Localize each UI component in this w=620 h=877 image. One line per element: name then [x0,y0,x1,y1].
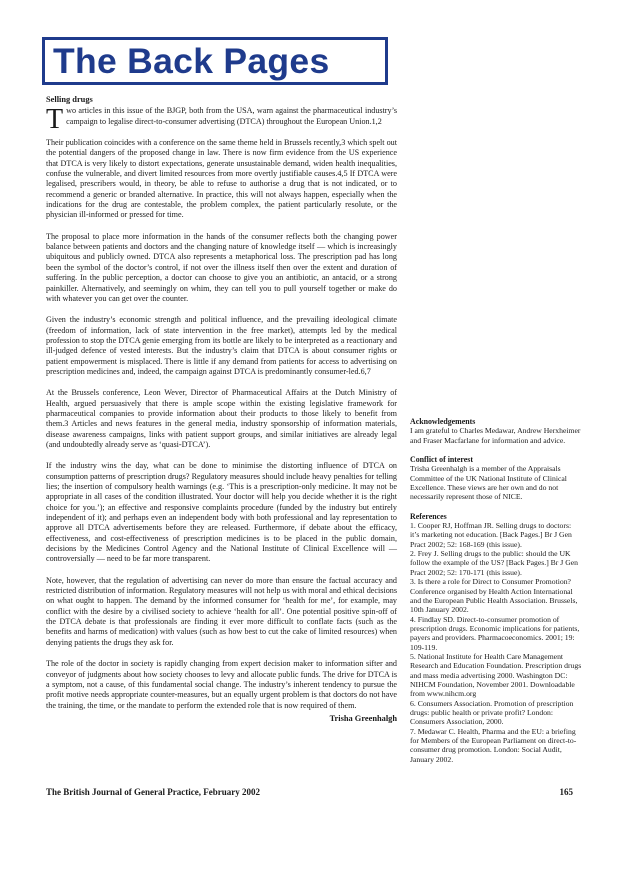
reference-item: 3. Is there a role for Direct to Consumer Promotion? Conference organised by Health Action International and the European Public Health Association. Brussels, 10th January 2002. [410,577,578,615]
masthead-box [42,37,388,85]
drop-cap: T [46,104,64,136]
acknowledgements-section [410,417,582,445]
article-paragraph-1 [46,104,397,136]
article-heading: Selling drugs [46,95,93,104]
reference-item: 6. Consumers Association. Promotion of prescription drugs: public health or private profit? London: Consumers Association, 2000. [410,698,574,727]
article-paragraph-8: The role of the doctor in society is rapidly changing from expert decision maker to information sifter and conveyor of judgments about how society chooses to levy and allocate public funds. The drive for DTCA is a symptom, not a cause, of this fundamental social change. The industry’s inherent tendency to pursue the profit motive needs appropriate counter-measures, but an equally urgent problem is that doctors do not have the training, the time, or the mandate to perform the extended role that is now required of them. [46,659,397,710]
conflict-of-interest-section [410,455,582,502]
conflict-of-interest-text: Trisha Greenhalgh is a member of the Appraisals Committee of the UK National Institute of Clinical Excellence. These views are her own and do not necessarily represent those of NICE. [410,464,567,502]
reference-item: 2. Frey J. Selling drugs to the public: should the UK follow the example of the US? [Back Pages.] Br J Gen Pract 2002; 52: 170-171 (this issue). [410,549,579,577]
article-paragraph-6: If the industry wins the day, what can be done to minimise the distorting influence of DTCA on consumption patterns of prescription drugs? Regulatory measures should include heavy penalties for telling lies; the insertion of compulsory health warnings (e.g. ‘This is a prescription-only medicine. It may not be appropriate in all cases of the condition illustrated. Your doctor will help you decide whether it is the right choice for you.’); an effective and responsive complaints procedure (funded by the industry but entirely independent of it); and perhaps even an independent body with both professional and lay representation to approve all DTCA advertisements before they are released. Furthermore, if debate about the efficacy, effectiveness, and cost-effectiveness of prescription medicines is to be placed in the public domain, decisions by the Medicines Control Agency and the National Institute of Clinical Excellence will — controversially — need to be far more transparent. [46,461,397,564]
journal-name: The British Journal of General Practice, February 2002 [46,787,260,797]
article-body [46,95,397,724]
article-paragraph-5: At the Brussels conference, Leon Wever, Director of Pharmaceutical Affairs at the Dutch Ministry of Health, argued persuasively that there is ample scope within the existing legislative framework for pharmaceutical companies to provide information about their products to those likely to benefit from them.3 Articles and news features in the general media, industry sponsorship of information materials, disease awareness campaigns, links with patient support groups, and similar initiatives are already legal (and undoubtedly already serve as ‘quasi-DTCA’). [46,388,397,449]
reference-item: 1. Cooper RJ, Hoffman JR. Selling drugs to doctors: it’s marketing not education. [Back Pages.] Br J Gen Pract 2002; 52: 168-169 (this issue). [410,521,572,549]
references-section [410,512,582,764]
reference-item: 4. Findlay SD. Direct-to-consumer promotion of prescription drugs. Economic implications for patients, payers and providers. Pharmacoeconomics. 2001; 19: 109-119. [410,614,580,652]
references-heading: References [410,511,447,521]
article-paragraph-4: Given the industry’s economic strength and political influence, and the prevailing ideological climate (freedom of information, lack of state intervention in the free market), attempts led by the medical profession to stop the DTCA genie emerging from its bottle are likely to be interpreted as a reactionary and ill-judged defence of vested interests. But the industry’s claim that DTCA is about consumer rights or patient empowerment is misplaced. There is little if any demand from patients for access to advertising on prescription medicines and, indeed, the campaign against DTCA is predominantly consumer-led.6,7 [46,315,397,376]
author-signoff: Trisha Greenhalgh [329,713,397,723]
article-paragraph-2: Their publication coincides with a conference on the same theme held in Brussels recently,3 which spelt out the potential dangers of the proposed change in law. There is now firm evidence from the US experience that DTCA is very likely to distort expectations, generate unsustainable demand, widen health inequalities, confuse the vulnerable, and divert limited resources from more overtly justifiable causes.4,5 If DTCA were legalised, prescribers would, in theory, be able to refuse to authorise a drug that is not indicated, or to recommend a generic or branded alternative. In practice, this will not always happen, especially when the indications for the drug are contestable, the problem complex, the patient particularly resolute, or the physician ill-informed or pressed for time. [46,138,397,220]
article-paragraph-7: Note, however, that the regulation of advertising can never do more than ensure the factual accuracy and restricted distribution of information. Regulatory measures will not help us with moral and ethical decisions on what ought to happen. The demand by the informed consumer for ‘health for me’, for example, may conflict with the desire by a civilised society to achieve ‘health for all’. One potential positive spin-off of the DTCA debate is that professionals are finding it ever more difficult to conflate facts (such as the benefits and harms of medication) with values (such as how best to cut the cake of limited resources) when denying patients the drugs they ask for. [46,575,397,647]
reference-item: 7. Medawar C. Health, Pharma and the EU: a briefing for Members of the European Parliament on direct-to-consumer drug promotion. London: Social Audit, January 2002. [410,726,577,764]
conflict-of-interest-heading: Conflict of interest [410,455,473,465]
article-paragraph-3: The proposal to place more information in the hands of the consumer reflects both the changing power balance between patients and doctors and the changing nature of knowledge itself — which is increasingly ubiquitous and publicly owned. DTCA also represents a metaphorical loss. The prescription pad has long been the symbol of the doctor’s control, if not over the illness itself then over the extent and duration of suffering. In the public perception, a doctor can choose to give you an antibiotic, an antacid, or a strong painkiller. Alternatively, and seemingly on whim, they can tell you to pull yourself together or make do with whatever you can get over the counter. [46,231,397,303]
reference-item: 5. National Institute for Health Care Management Research and Education Foundation. Prescription drugs and mass media advertising 2000. Washington DC: NIHCM Foundation, November 2001. Downloadable from www.nihcm.org [410,651,582,699]
acknowledgements-heading: Acknowledgements [410,417,476,426]
sidebar-notes [410,417,582,774]
page-title: The Back Pages [53,41,330,81]
paragraph-1-text: wo articles in this issue of the BJGP, both from the USA, warn against the pharmaceutical industry’s campaign to legalise direct-to-consumer advertising (DTCA) throughout the European Union.1,2 [66,106,397,126]
page-number: 165 [559,787,573,797]
acknowledgements-text: I am grateful to Charles Medawar, Andrew Herxheimer and Fraser Macfarlane for information and advice. [410,426,581,445]
